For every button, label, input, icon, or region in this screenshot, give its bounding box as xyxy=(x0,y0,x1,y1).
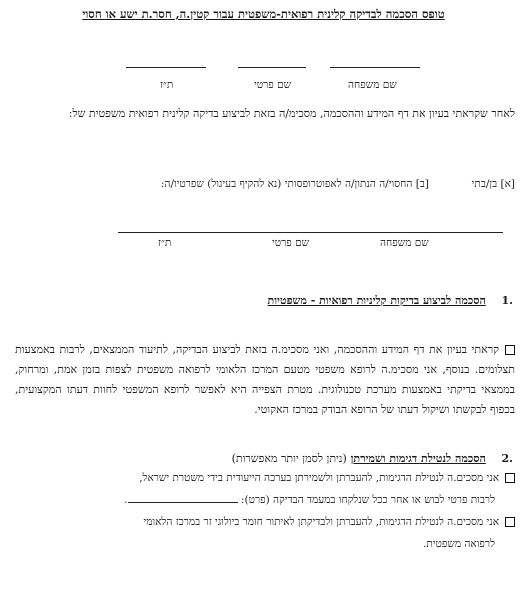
section2-option2-text2: לרפואה משפטית. xyxy=(423,538,495,550)
section2-option2-line2 xyxy=(423,538,495,550)
section1-heading xyxy=(268,294,513,307)
section2-note: (ניתן לסמן יותר מאפשרות) xyxy=(231,452,347,465)
subject-name-line[interactable] xyxy=(118,232,503,233)
clothing-details-field[interactable] xyxy=(128,502,238,503)
section2-option1-text: אני מסכים.ה לנטילת הדגימות, להעברתן ולשמירתן בערכה הייעודית בידי משטרת ישראל, xyxy=(139,472,499,484)
section2-option1-line2 xyxy=(124,494,495,506)
relation-a-text[interactable]: בן/בתי xyxy=(471,178,498,190)
section2-heading xyxy=(232,452,513,465)
intro-paragraph: לאחר שקראתי בעיון את דף המידע וההסכמה, מסכימ/ה בזאת לביצוע בדיקה קלינית רפואית משפטית של: xyxy=(68,107,515,120)
section2-title: הסכמה לנטילת דגימות ושמירתן xyxy=(350,452,486,465)
last-name-label-top: שם משפחה xyxy=(348,79,397,91)
relation-b-end: שפרטיו/ה: xyxy=(160,178,204,190)
section2-option2-text: אני מסכים.ה לנטילת הדגימות, להעברתן ולבדיקתן לאיתור חומר ביולוגי זר במרכז הלאומי xyxy=(143,516,499,528)
id-label-bottom: ת״ז xyxy=(158,237,172,249)
first-name-label-bottom: שם פרטי xyxy=(272,237,310,249)
relation-row xyxy=(161,178,515,190)
id-line-top[interactable] xyxy=(126,67,206,68)
section2-option1-text2: לרבות פרטי לבוש או אחר ככל שנלקחו במעמד הבדיקה (פרט): xyxy=(240,494,495,506)
section2-option1-line1 xyxy=(139,472,515,484)
section1-number: .1 xyxy=(501,294,513,307)
section2-option1-checkbox[interactable] xyxy=(505,473,515,483)
section2-number: .2 xyxy=(501,452,513,465)
relation-b-marker: [ב] xyxy=(415,178,429,190)
first-name-line-top[interactable] xyxy=(238,67,306,68)
last-name-label-bottom: שם משפחה xyxy=(380,237,429,249)
id-label-top: ת״ז xyxy=(160,79,174,91)
section1-text: קראתי בעיון את דף המידע וההסכמה, ואני מסכימ.ה בזאת לביצוע הבדיקה, לתיעוד הממצאים, לרבות באמצעות תצלומים. בנוסף, אני מסכימ.ה לרופא משפטי מטעם המרכז הלאומי לרפואה משפטית לצפות בזמן אמת, ומרחוק, בממצאי בדיקתי באמצעות מערכת טכנולוגית. מטרת הצפייה היא לאפשר לרופא המשפטי לחוות דעתו המקצועית, בכפוף לבקשתו ושיקול דעתו של הרופא הבודק במרכז האקוטי. xyxy=(15,343,515,416)
section1-title: הסכמה לביצוע בדיקות קליניות רפואיות - משפטיות xyxy=(267,294,486,307)
section2-option2-checkbox[interactable] xyxy=(505,517,515,527)
section2-option2-line1 xyxy=(143,516,515,528)
last-name-line-top[interactable] xyxy=(330,67,420,68)
first-name-label-top: שם פרטי xyxy=(254,79,292,91)
relation-b-text[interactable]: החסוי/ה הנתון/ה לאפוטרופסותי xyxy=(284,178,413,190)
form-title: טופס הסכמה לבדיקה קלינית רפואית-משפטית עבור קטין.ה, חסר.ת ישע או חסוי xyxy=(82,7,445,21)
section2-option1-end: . xyxy=(124,494,128,506)
relation-a-marker: [א] xyxy=(500,178,515,190)
section1-checkbox[interactable] xyxy=(505,345,515,355)
section1-body xyxy=(15,340,515,420)
relation-b-note: (נא להקיף בעיגול) xyxy=(207,178,282,190)
